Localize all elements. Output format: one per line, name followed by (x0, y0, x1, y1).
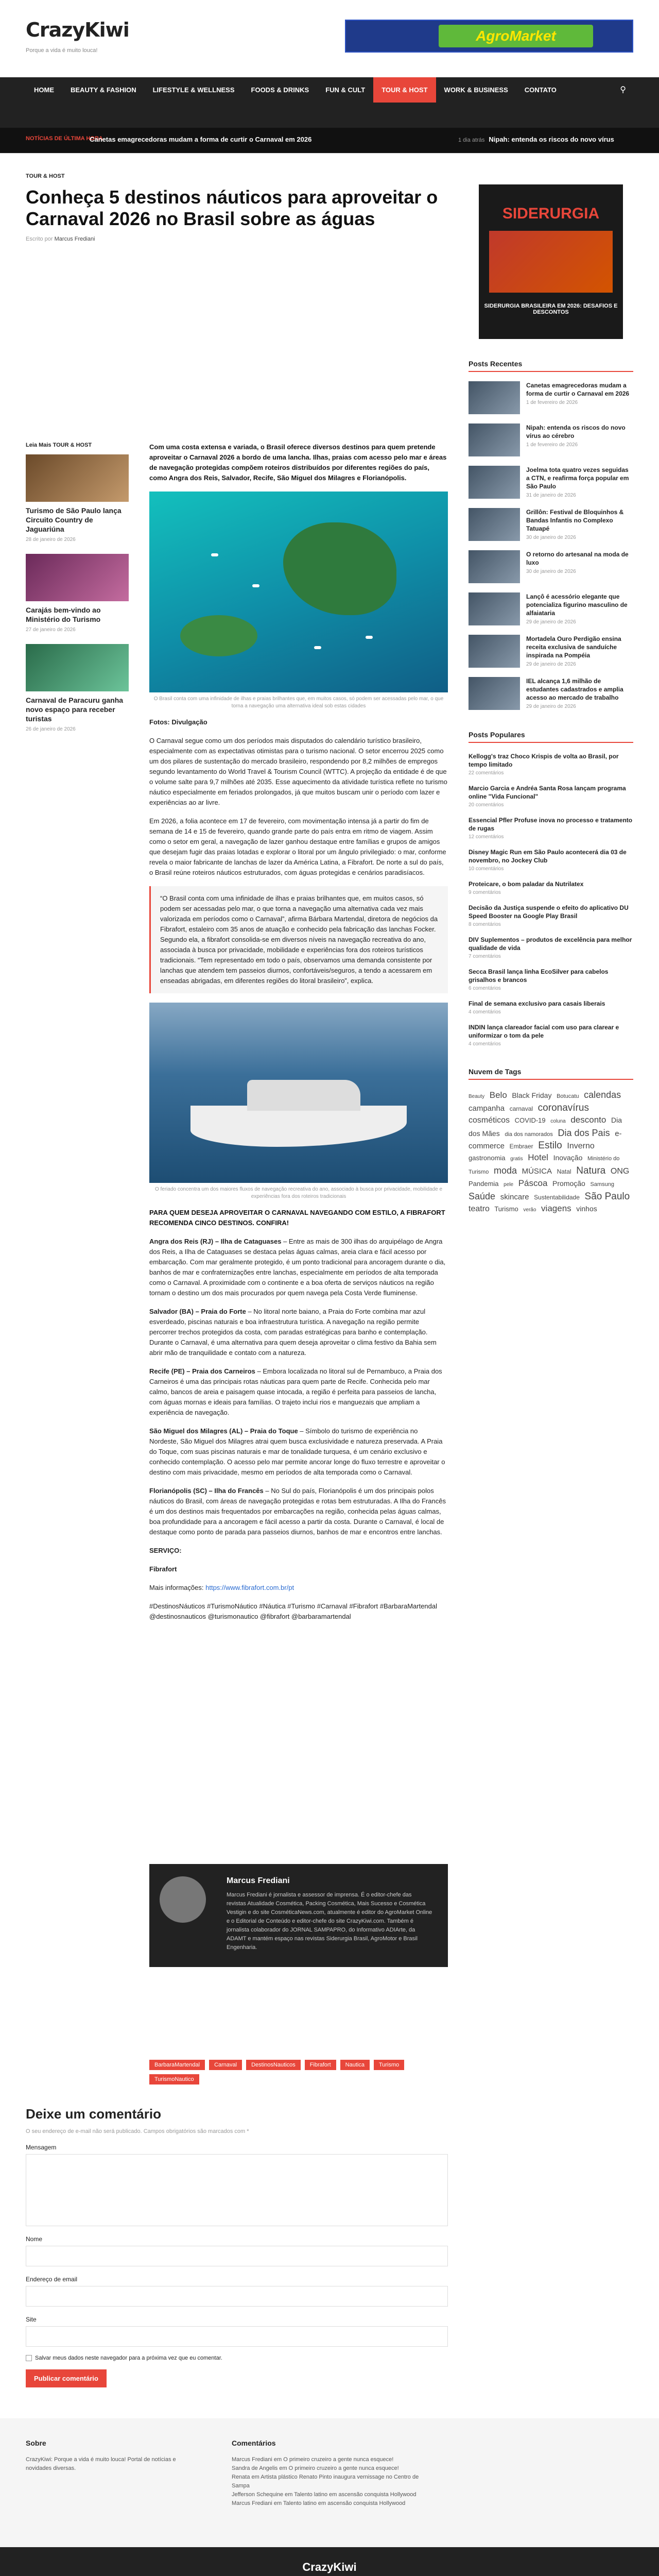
recent-post[interactable] (469, 592, 633, 625)
related-date: 27 de janeiro de 2026 (26, 627, 76, 633)
tag-cloud-link[interactable]: COVID-19 (514, 1116, 546, 1124)
popular-title: Secca Brasil lança linha EcoSilver para cabelos grisalhos e brancos (469, 968, 609, 984)
popular-title: Disney Magic Run em São Paulo acontecerá dia 03 de novembro, no Jockey Club (469, 849, 627, 864)
recent-thumbnail (469, 466, 520, 499)
footer-comment[interactable]: Marcus Frediani em Talento latino em ascensão conquista Hollywood (232, 2500, 406, 2506)
tag-cloud-link[interactable]: Belo (489, 1090, 507, 1100)
tag-cloud-link[interactable]: gastronomia (469, 1154, 506, 1162)
ticker-date: 1 dia atrás (458, 137, 485, 143)
recent-thumbnail (469, 635, 520, 668)
email-label: Endereço de email (26, 2276, 78, 2283)
nav-item[interactable]: FOODS & DRINKS (251, 86, 309, 94)
related-thumbnail (26, 454, 129, 502)
tag-cloud-link[interactable]: gratis (510, 1156, 523, 1162)
popular-title: Final de semana exclusivo para casais liberais (469, 1000, 605, 1007)
post-tag[interactable]: Turismo (374, 2060, 404, 2070)
ticker-item[interactable]: Canetas emagrecedoras mudam a forma de curtir o Carnaval em 2026 (90, 135, 312, 143)
message-label: Mensagem (26, 2144, 57, 2151)
popular-count: 22 comentários (469, 770, 504, 776)
footer (0, 2418, 659, 2547)
island-shape (283, 522, 396, 615)
tag-cloud-link[interactable]: Black Friday (512, 1091, 552, 1099)
name-label: Nome (26, 2235, 43, 2243)
island-shape (180, 615, 257, 656)
popular-post[interactable] (469, 848, 633, 872)
popular-count: 10 comentários (469, 866, 504, 872)
tag-cloud-link[interactable]: viagens (541, 1204, 571, 1213)
recent-title: Joelma tota quatro vezes seguidas a CTN, e reafirma força popular em São Paulo (526, 466, 629, 490)
post-tag[interactable]: BarbaraMartendal (149, 2060, 205, 2070)
recent-date: 30 de janeiro de 2026 (526, 569, 576, 574)
comments-title: Deixe um comentário (26, 2106, 161, 2122)
recent-date: 30 de janeiro de 2026 (526, 535, 576, 540)
tag-cloud-link[interactable]: Ministério do Turismo (469, 1156, 620, 1175)
tag-cloud-link[interactable]: Natal (557, 1168, 571, 1175)
recent-date: 1 de fevereiro de 2026 (526, 442, 578, 448)
recent-title: Mortadela Ouro Perdigão ensina receita exclusiva de sanduíche inspirada na Pompéia (526, 635, 621, 659)
tag-cloud-link[interactable]: cosméticos (469, 1116, 510, 1125)
destination-title: São Miguel dos Milagres (AL) – Praia do Toque (149, 1427, 298, 1435)
popular-title: Marcio Garcia e Andréa Santa Rosa lançam programa online "Vida Funcional" (469, 785, 626, 800)
popular-post[interactable] (469, 784, 633, 808)
related-title: Turismo de São Paulo lança Circuito Country de Jaguariúna (26, 506, 122, 533)
recent-date: 31 de janeiro de 2026 (526, 493, 576, 498)
related-thumbnail (26, 554, 129, 601)
nav-item[interactable]: BEAUTY & FASHION (71, 86, 136, 94)
recent-text (526, 423, 633, 456)
tag-cloud-link[interactable]: Sustentabilidade (534, 1194, 580, 1201)
popular-title: INDIN lança clareador facial com uso para clarear e uniformizar o tom da pele (469, 1024, 619, 1039)
popular-post[interactable] (469, 880, 633, 895)
post-tag[interactable]: Nautica (340, 2060, 370, 2070)
banner-text: AgroMarket (476, 28, 556, 44)
related-heading: Leia Mais TOUR & HOST (26, 442, 92, 448)
post-tag[interactable]: DestinosNauticos (246, 2060, 301, 2070)
save-data-checkbox[interactable] (26, 2355, 32, 2361)
recent-text (526, 550, 633, 583)
search-icon[interactable]: ⚲ (620, 86, 626, 94)
recent-post[interactable] (469, 466, 633, 499)
tag-cloud-link[interactable]: Dia dos Pais (558, 1128, 610, 1138)
banner-logo (439, 25, 593, 47)
ticker-item-2[interactable] (458, 135, 614, 143)
ticker-label: NOTÍCIAS DE ÚLTIMA HORA (26, 135, 103, 142)
recent-thumbnail (469, 677, 520, 710)
avatar (160, 1876, 206, 1923)
boat-cabin (247, 1080, 360, 1111)
footer-comment[interactable]: Renata em Artista plástico Renato Pinto inaugura vernissage no Centro de Sampa (232, 2474, 419, 2489)
ad-title: SIDERURGIA (502, 205, 600, 222)
popular-post[interactable] (469, 752, 633, 776)
tag-cloud-link[interactable]: Beauty (469, 1094, 485, 1099)
recent-text (526, 508, 633, 541)
destination-text: – No Sul do país, Florianópolis é um dos principais polos náuticos do Brasil, com áreas de navegação protegidas e rotas bem estruturadas. A Ilha do Francês é um dos destinos mais frequentados por embarcações na região, conhecida pelas águas calmas, boa profundidade para a ancoragem e fácil acesso a partir da costa. Durante o Carnaval, é local de destaque como ponto de parada para passeios diurnos, banhos de mar e encontros entre lanchas. (149, 1487, 446, 1536)
footer-comment[interactable]: Jefferson Schequine em Talento latino em ascensão conquista Hollywood (232, 2492, 417, 2498)
popular-count: 4 comentários (469, 1009, 501, 1015)
footer-bar (0, 2547, 659, 2576)
recent-post[interactable] (469, 423, 633, 456)
nav-item[interactable]: CONTATO (524, 86, 557, 94)
destination-title: Angra dos Reis (RJ) – Ilha de Cataguases (149, 1238, 282, 1245)
popular-count: 8 comentários (469, 922, 501, 927)
message-field[interactable] (26, 2154, 448, 2226)
popular-post[interactable] (469, 999, 633, 1015)
recent-date: 29 de janeiro de 2026 (526, 619, 576, 625)
article-lead: Com uma costa extensa e variada, o Brasil oferece diversos destinos para quem pretende aproveitar o Carnaval 2026 a bordo de uma lancha. Ilhas, praias com acesso pelo mar e áreas de navegação protegidas compõem roteiros distribuídos por diferentes regiões do país, como Angra dos Reis, Salvador, Recife, São Miguel dos Milagres e Florianópolis. (149, 443, 447, 482)
popular-count: 4 comentários (469, 1041, 501, 1047)
tag-cloud-link[interactable]: Embraer (509, 1143, 533, 1150)
popular-posts-title: Posts Populares (469, 731, 633, 743)
author-name[interactable]: Marcus Frediani (227, 1876, 290, 1885)
tag-cloud-link[interactable]: Natura (576, 1165, 606, 1176)
tag-cloud-link[interactable]: Hotel (528, 1153, 548, 1162)
destination-title: Salvador (BA) – Praia do Forte (149, 1308, 246, 1315)
content-column (26, 154, 448, 1620)
email-field[interactable] (26, 2286, 448, 2307)
recent-title: Lançô é acessório elegante que potencializa figurino masculino de alfaiataria (526, 593, 628, 617)
footer-brand: CrazyKiwi (302, 2561, 357, 2573)
related-title: Carajás bem-vindo ao Ministério do Turismo (26, 606, 101, 623)
tag-cloud-link[interactable]: campanha (469, 1104, 505, 1113)
tags-section (26, 1876, 633, 2084)
author-bio: Marcus Frediani é jornalista e assessor de imprensa. É o editor-chefe das revistas Atualidade Cosmética, Packing Cosmética, Mais Sucesso e Cosmética Vestigin e do site CosméticaNews.com, atualmente é editor do AgroMarket Online e o Editorial de Conteúdo e editor-chefe do site CrazyKiwi.com. Também é jornalista colaborador do JORNAL SAMPAPRO, do Informativo ADIArte, da ADAMT e mantém espaço nas revistas Siderurgia Brasil, AgroMotor e Brasil Engenharia. (227, 1892, 432, 1951)
author-link[interactable]: Marcus Frediani (54, 236, 95, 242)
tag-cloud-link[interactable]: Promoção (552, 1179, 585, 1188)
post-tag[interactable]: Carnaval (209, 2060, 242, 2070)
recent-text (526, 677, 633, 710)
photo-credit: Fotos: Divulgação (149, 718, 207, 726)
popular-post[interactable] (469, 936, 633, 959)
image-caption: O Brasil conta com uma infinidade de ilhas e praias brilhantes que, em muitos casos, só podem ser acessadas pelo mar, o que torna a navegação uma alternativa ideal sob estas cidades (153, 696, 444, 709)
save-data-row (26, 2355, 633, 2361)
destination-title: Florianópolis (SC) – Ilha do Francês (149, 1487, 264, 1495)
tag-cloud-link[interactable]: Dia dos Mães (469, 1116, 622, 1138)
recent-thumbnail (469, 592, 520, 625)
footer-about-title: Sobre (26, 2439, 46, 2447)
tag-cloud (469, 1089, 633, 1216)
recent-title: IEL alcança 1,6 milhão de estudantes cadastrados e amplia acesso ao mercado de trabalho (526, 677, 623, 701)
destination-5 (149, 1486, 448, 1537)
related-thumbnail (26, 644, 129, 691)
destination-3 (149, 1366, 448, 1418)
recent-thumbnail (469, 550, 520, 583)
submit-comment-button[interactable]: Publicar comentário (26, 2369, 107, 2387)
article-image-islands (149, 492, 448, 692)
tag-cloud-link[interactable]: Botucatu (557, 1093, 579, 1099)
footer-about-text: CrazyKiwi: Porque a vida é muito louca! Portal de notícias e novidades diversas. (26, 2456, 176, 2471)
recent-post[interactable] (469, 381, 633, 414)
recent-title: Nipah: entenda os riscos do novo vírus ao cérebro (526, 424, 626, 439)
site-logo[interactable] (26, 19, 129, 41)
footer-about (26, 2439, 190, 2473)
site-field[interactable] (26, 2326, 448, 2347)
popular-post[interactable] (469, 1023, 633, 1047)
footer-comment[interactable]: Marcus Frediani em O primeiro cruzeiro a gente nunca esquece! (232, 2456, 394, 2463)
boat-shape (252, 584, 259, 587)
related-date: 28 de janeiro de 2026 (26, 537, 76, 543)
tag-cloud-link[interactable]: moda (493, 1165, 517, 1176)
recent-title: Grillôn: Festival de Bloquinhos & Bandas Infantis no Complexo Tatuapé (526, 509, 624, 532)
site-tagline: Porque a vida é muito louca! (26, 47, 98, 54)
related-posts (26, 442, 129, 743)
recent-posts-title: Posts Recentes (469, 360, 633, 372)
company-name: Fibrafort (149, 1565, 177, 1573)
popular-post[interactable] (469, 904, 633, 927)
nav-item[interactable]: LIFESTYLE & WELLNESS (152, 86, 235, 94)
article-paragraph: Em 2026, a folia acontece em 17 de fevereiro, com movimentação intensa já a partir do fim de semana de 14 e 15 de fevereiro, quando grande parte do país entra em ritmo de viagem. Assim como o setor em geral, a navegação de lazer ganhou destaque entre famílias e grupos de amigos que desejam fugir das praias lotadas e explorar o litoral por um ângulo privilegiado: o mar, conforme revela o maior fabricante de lanchas de lazer da América Latina, a Fibrafort. De norte a sul do país, o Brasil reúne roteiros náuticos estruturados, com águas protegidas e cenários paradisíacos. (149, 817, 446, 876)
related-title: Carnaval de Paracuru ganha novo espaço para receber turistas (26, 696, 124, 723)
tag-cloud-link[interactable]: coronavírus (537, 1103, 589, 1113)
tag-cloud-link[interactable]: Saúde (469, 1191, 496, 1201)
recent-text (526, 381, 633, 414)
save-data-label: Salvar meus dados neste navegador para a próxima vez que eu comentar. (35, 2355, 222, 2361)
sidebar-ad[interactable] (479, 184, 623, 339)
footer-comment[interactable]: Sandra de Angelis em O primeiro cruzeiro a gente nunca esquece! (232, 2465, 399, 2471)
section-heading: PARA QUEM DESEJA APROVEITAR O CARNAVAL NAVEGANDO COM ESTILO, A FIBRAFORT RECOMENDA CINCO DESTINOS. CONFIRA! (149, 1209, 445, 1227)
recent-date: 1 de fevereiro de 2026 (526, 400, 578, 405)
tag-cloud-link[interactable]: Pandemia (469, 1180, 499, 1188)
popular-title: Essencial Pfler Profuse inova no processo e tratamento de rugas (469, 817, 633, 832)
nav-item[interactable]: TOUR & HOST (373, 77, 436, 103)
recent-post[interactable] (469, 550, 633, 583)
boat-shape (211, 553, 218, 556)
recent-title: O retorno do artesanal na moda de luxo (526, 551, 629, 566)
page-title: Conheça 5 destinos náuticos para aproveitar o Carnaval 2026 no Brasil sobre as águas (26, 187, 438, 229)
tag-cloud-link[interactable]: ONG (610, 1167, 630, 1176)
recent-post[interactable] (469, 508, 633, 541)
tag-cloud-link[interactable]: MÚSICA (522, 1167, 552, 1176)
author-box (149, 1864, 448, 1967)
boat-shape (314, 646, 321, 649)
logo-text: CrazyKiwi (26, 19, 129, 41)
image-caption: O feriado concentra um dos maiores fluxos de navegação recreativa do ano, associado à busca por privacidade, mobilidade e experiências fora dos roteiros tradicionais (154, 1187, 443, 1199)
article-image-boat (149, 1003, 448, 1183)
tag-cloud-link[interactable]: São Paulo (584, 1191, 630, 1202)
popular-title: Decisão da Justiça suspende o efeito do aplicativo DU Speed Booster na Google Play Brasil (469, 904, 629, 920)
ticker-title: Nipah: entenda os riscos do novo vírus (489, 135, 614, 143)
popular-title: Kellogg's traz Choco Krispis de volta ao Brasil, por tempo limitado (469, 753, 619, 768)
tag-cloud-link[interactable]: Inverno (567, 1142, 595, 1150)
news-ticker (0, 128, 659, 154)
tag-cloud-link[interactable]: desconto (570, 1115, 606, 1125)
tag-cloud-link[interactable]: calendas (584, 1090, 621, 1100)
tag-cloud-link[interactable]: e-commerce (469, 1129, 622, 1150)
recent-text (526, 592, 633, 625)
popular-count: 20 comentários (469, 802, 504, 808)
destination-4 (149, 1426, 448, 1478)
tag-cloud-link[interactable]: dia dos namorados (505, 1131, 553, 1138)
post-tags (149, 2060, 448, 2084)
destination-1 (149, 1236, 448, 1298)
tag-cloud-link[interactable]: pele (504, 1182, 514, 1188)
popular-count: 7 comentários (469, 954, 501, 959)
destination-text: – Embora localizada no litoral sul de Pernambuco, a Praia dos Carneiros é uma das principais rotas náuticas para quem parte de Recife. Conhecida pelo mar calmo, bancos de areia e paisagem quase intocada, a região é perfeita para passeios de lancha, com águas mornas e ideais para famílias. O trajeto inclui rios e manguezais que ampliam a experiência de navegação. (149, 1367, 442, 1416)
recent-thumbnail (469, 381, 520, 414)
tag-cloud-link[interactable]: Inovação (553, 1154, 583, 1162)
tag-cloud-link[interactable]: Páscoa (518, 1178, 548, 1188)
tag-cloud-link[interactable]: Estilo (538, 1140, 562, 1151)
hashtags: #DestinosNáuticos #TurismoNáutico #Náutica #Turismo #Carnaval #Fibrafort #BarbaraMartendal @destinosnauticos @turismonautico @fibrafort @barbaramartendal (149, 1602, 438, 1620)
more-info-link[interactable]: https://www.fibrafort.com.br/pt (205, 1584, 294, 1591)
popular-count: 12 comentários (469, 834, 504, 840)
post-tag[interactable]: Fibrafort (305, 2060, 336, 2070)
recent-text (526, 466, 633, 499)
sidebar (469, 154, 633, 1216)
article-body (149, 442, 448, 1630)
destination-title: Recife (PE) – Praia dos Carneiros (149, 1367, 255, 1375)
byline-prefix: Escrito por (26, 236, 53, 242)
recent-date: 29 de janeiro de 2026 (526, 704, 576, 709)
popular-title: Proteicare, o bom paladar da Nutrilatex (469, 880, 584, 888)
nav-list (26, 77, 633, 103)
category-label[interactable]: TOUR & HOST (26, 173, 65, 179)
footer-comments (232, 2439, 427, 2508)
destination-2 (149, 1307, 448, 1358)
header-banner-ad[interactable] (345, 20, 633, 53)
tag-cloud-link[interactable]: Samsung (590, 1181, 614, 1188)
popular-count: 9 comentários (469, 890, 501, 895)
destination-text: – Entre as mais de 300 ilhas do arquipélago de Angra dos Reis, a Ilha de Cataguases se destaca pelas águas calmas, areia clara e fácil acesso por embarcação. Com mar geralmente protegido, é um ponto tradicional para ancoragem durante o dia, banhos de mar e confraternizações entre lanchas, especialmente em períodos de alta temporada como o Carnaval. A proximidade com o continente e a boa oferta de serviços náuticos na região tornam o destino um dos mais procurados por quem navega pela Costa Verde fluminense. (149, 1238, 446, 1297)
popular-post[interactable] (469, 816, 633, 840)
popular-post[interactable] (469, 968, 633, 991)
site-label: Site (26, 2316, 37, 2323)
more-info (149, 1583, 448, 1593)
related-item[interactable] (26, 644, 129, 732)
tag-cloud-link[interactable]: Turismo (494, 1205, 518, 1213)
popular-count: 6 comentários (469, 986, 501, 991)
related-date: 26 de janeiro de 2026 (26, 726, 76, 732)
more-info-label: Mais informações: (149, 1584, 204, 1591)
recent-date: 29 de janeiro de 2026 (526, 662, 576, 667)
recent-post[interactable] (469, 677, 633, 710)
name-field[interactable] (26, 2246, 448, 2266)
byline (26, 236, 448, 242)
tag-cloud-link[interactable]: skincare (500, 1193, 529, 1201)
main-nav (0, 77, 659, 128)
recent-thumbnail (469, 423, 520, 456)
tag-cloud-link[interactable]: teatro (469, 1205, 490, 1213)
article-quote: “O Brasil conta com uma infinidade de ilhas e praias brilhantes que, em muitos casos, só podem ser acessadas pelo mar, o que torna a navegação uma alternativa cada vez mais valorizada em períodos como o Carnaval”, afirma Bárbara Martendal, diretora de negócios da Fibrafort, estaleiro com 35 anos de atuação e conhecido pela fabricação das lanchas Focker. Segundo ela, a fibrafort consolida-se em diversos níveis na navegação recreativa do ano, associada à busca por privacidade, mobilidade e experiências fora dos roteiros turísticos tradicionais. “Tem representado em todo o país, observamos uma demanda consistente por lanchas que atendem tem passeios diurnos, confortáveis/seguros, a tendo a acessarem em enseadas abrigadas, em diferentes regiões do litoral brasileiro”, explica. (149, 886, 448, 993)
related-item[interactable] (26, 454, 129, 543)
ad-image (489, 231, 613, 293)
tag-cloud-link[interactable]: verão (523, 1207, 536, 1213)
recent-title: Canetas emagrecedoras mudam a forma de curtir o Carnaval em 2026 (526, 382, 630, 397)
nav-item[interactable]: FUN & CULT (325, 86, 366, 94)
footer-comments-title: Comentários (232, 2439, 276, 2447)
comments-note: O seu endereço de e-mail não será publicado. Campos obrigatórios são marcados com * (26, 2128, 249, 2134)
tag-cloud-link[interactable]: vinhos (576, 1205, 597, 1213)
comment-form (26, 2096, 633, 2387)
related-item[interactable] (26, 554, 129, 633)
tag-cloud-link[interactable]: coluna (550, 1118, 566, 1124)
post-tag[interactable]: TurismoNautico (149, 2074, 199, 2084)
destination-text: – No litoral norte baiano, a Praia do Forte combina mar azul esverdeado, piscinas naturais e boa infraestrutura turística. A navegação na região permite percorrer trechos protegidos da costa, com paradas estratégicas para banho e contemplação. Durante o Carnaval, é uma alternativa para quem deseja aproveitar o clima festivo da Bahia sem abrir mão de tranquilidade e contato com a natureza. (149, 1308, 437, 1357)
nav-item[interactable]: WORK & BUSINESS (444, 86, 508, 94)
recent-thumbnail (469, 508, 520, 541)
site-header (0, 0, 659, 77)
article-paragraph: O Carnaval segue como um dos períodos mais disputados do calendário turístico brasileiro, especialmente com as expectativas otimistas para o turismo nacional. O setor encerrou 2025 como um dos pilares de sustentação do mercado brasileiro, respondendo por 8,2 milhões de empregos segundo levantamento do World Travel & Tourism Council (WTTC). A projeção da entidade é de que o volume salte para 9,7 milhões até 2035. Esse aquecimento da atividade turística reflete no turismo náutico especialmente em feriados prolongados, já que muitos buscam unir o período com lazer e experiências ao ar livre. (149, 737, 447, 806)
boat-hull (190, 1106, 407, 1147)
tag-cloud-title: Nuvem de Tags (469, 1067, 633, 1080)
boat-shape (366, 636, 373, 639)
ad-subtitle: SIDERURGIA BRASILEIRA EM 2026: DESAFIOS E DESCONTOS (484, 303, 618, 315)
tag-cloud-link[interactable]: carnaval (509, 1105, 533, 1112)
recent-post[interactable] (469, 635, 633, 668)
nav-item[interactable]: HOME (34, 86, 54, 94)
service-heading: SERVIÇO: (149, 1547, 182, 1554)
recent-text (526, 635, 633, 668)
destination-text: – Símbolo do turismo de experiência no Nordeste, São Miguel dos Milagres atrai quem busca exclusividade e natureza preservada. A Praia do Toque, com suas piscinas naturais e mar de tonalidade turquesa, é um cenário exclusivo e conhecido contemplação. O acesso pelo mar permite ancorar longe do fluxo terrestre e aproveitar o destino com mais privacidade, mesmo em períodos de alta temporada como o Carnaval. (149, 1427, 445, 1476)
popular-title: DIV Suplementos – produtos de excelência para melhor qualidade de vida (469, 936, 632, 952)
